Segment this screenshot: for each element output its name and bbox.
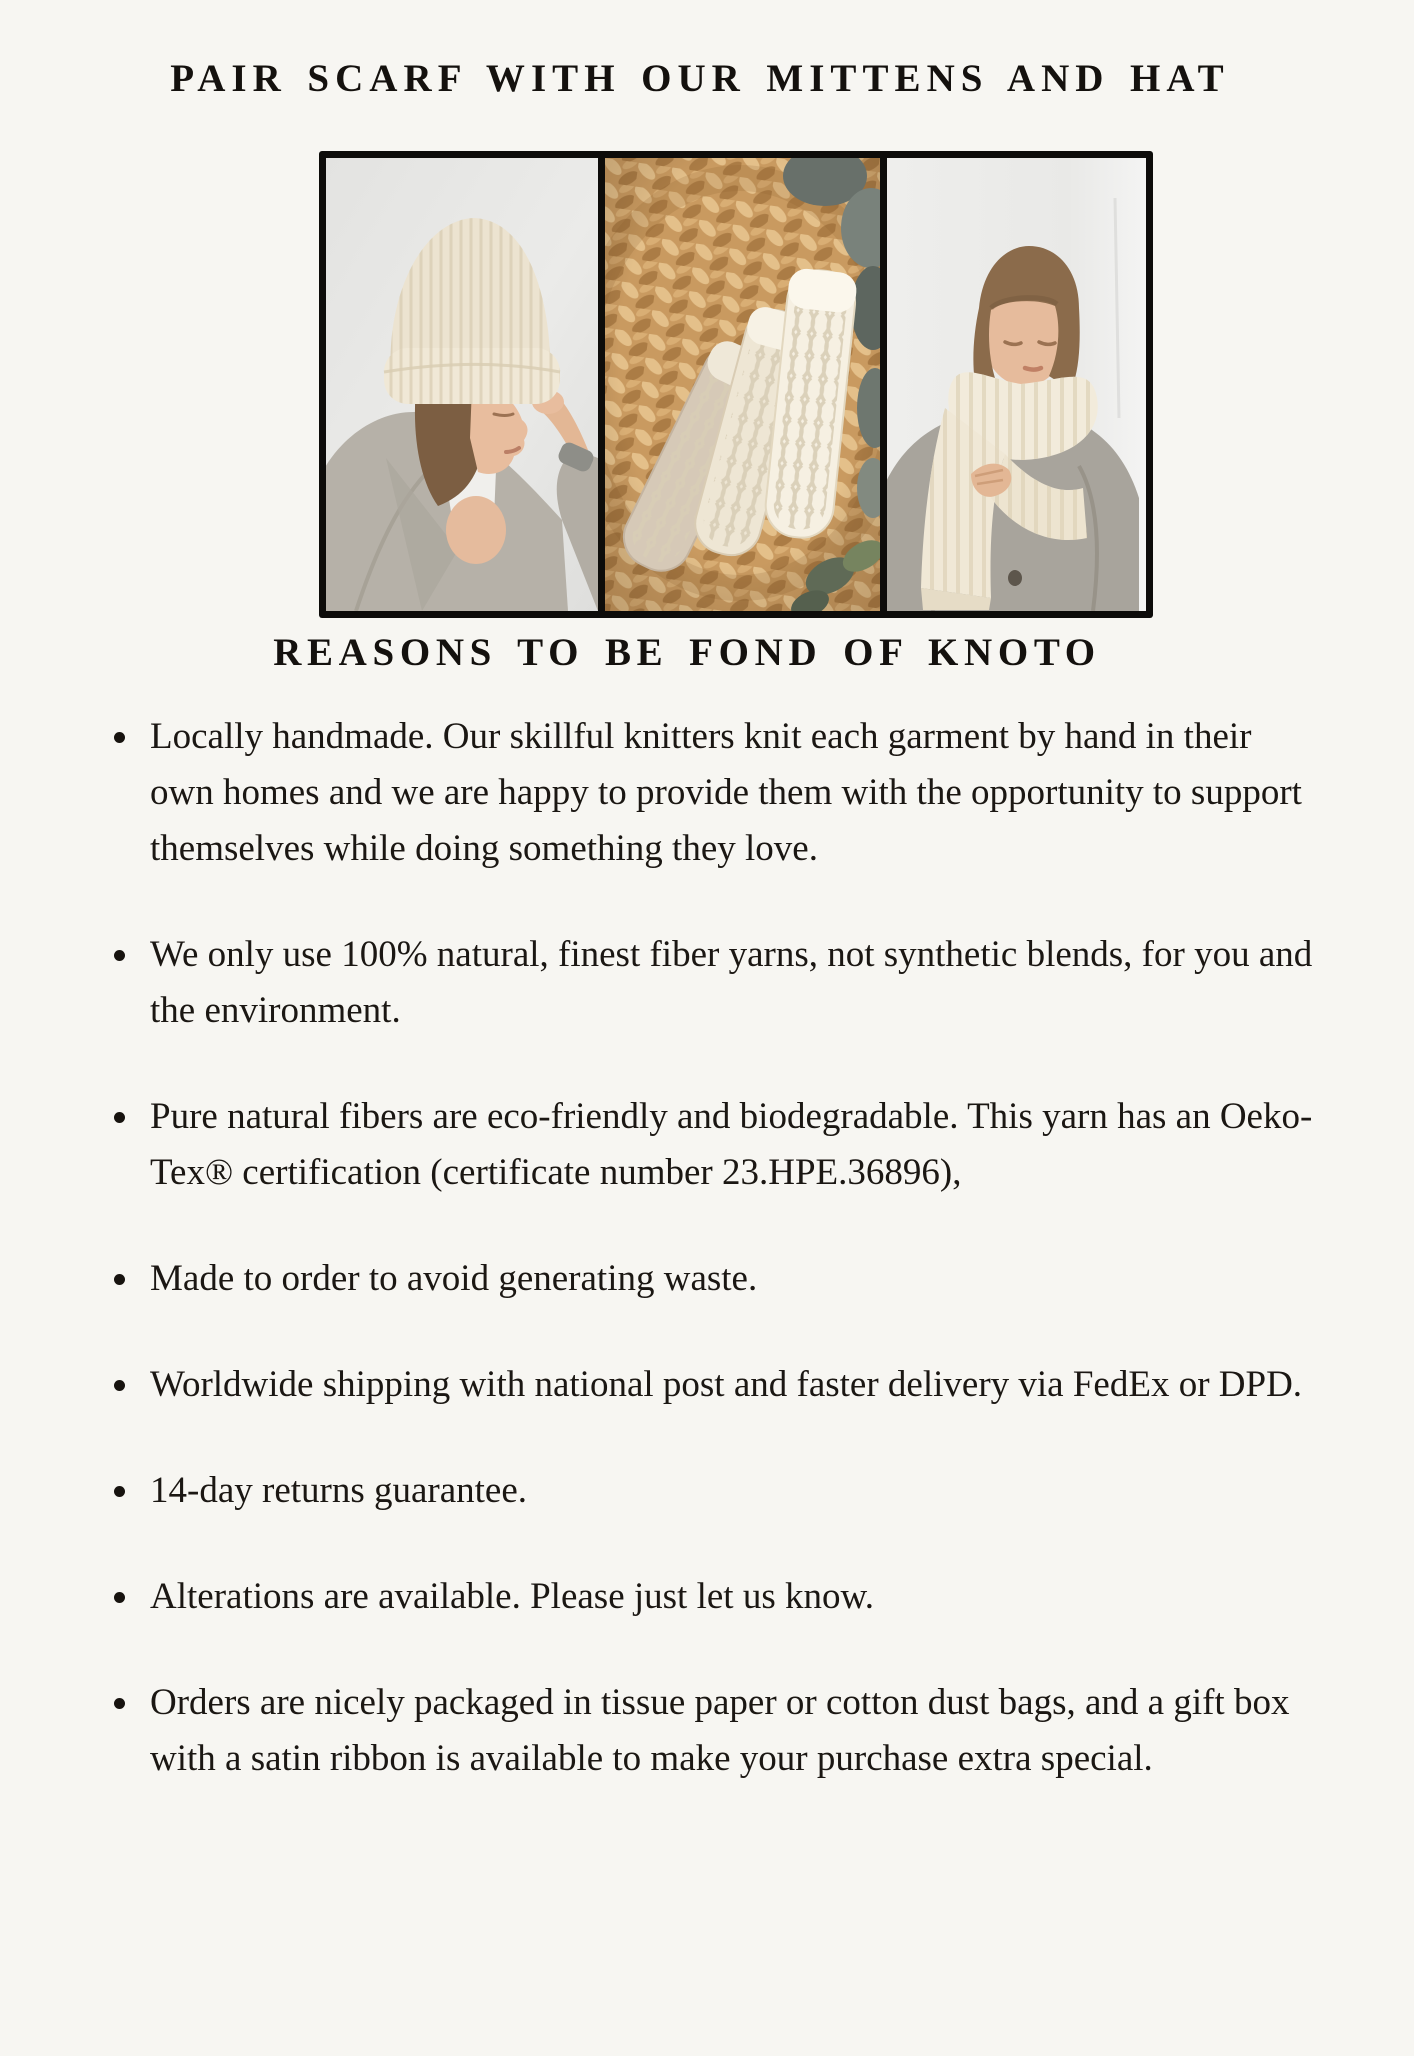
reason-item: Pure natural fibers are eco-friendly and biodegradable. This yarn has an Oeko-Tex® certification (certificate number 23.HPE.36896), bbox=[112, 1089, 1316, 1201]
reason-item: Locally handmade. Our skillful knitters knit each garment by hand in their own homes and we are happy to provide them with the opportunity to support themselves while doing something they love. bbox=[112, 709, 1316, 877]
reason-item: Made to order to avoid generating waste. bbox=[112, 1251, 1316, 1307]
reasons-list bbox=[112, 709, 1316, 1787]
photo-collage bbox=[319, 151, 1153, 618]
reason-item: 14-day returns guarantee. bbox=[112, 1463, 1316, 1519]
photo-woman-in-knit-scarf bbox=[887, 158, 1146, 611]
photo-knit-mittens-on-wicker bbox=[605, 158, 880, 611]
reason-item: Worldwide shipping with national post and faster delivery via FedEx or DPD. bbox=[112, 1357, 1316, 1413]
section-heading: REASONS TO BE FOND OF KNOTO bbox=[273, 631, 1101, 674]
page-title: PAIR SCARF WITH OUR MITTENS AND HAT bbox=[170, 57, 1230, 100]
reason-item: We only use 100% natural, finest fiber yarns, not synthetic blends, for you and the environment. bbox=[112, 927, 1316, 1039]
reason-item: Alterations are available. Please just let us know. bbox=[112, 1569, 1316, 1625]
reason-item: Orders are nicely packaged in tissue paper or cotton dust bags, and a gift box with a satin ribbon is available to make your purchase extra special. bbox=[112, 1675, 1316, 1787]
photo-woman-in-knit-hat bbox=[326, 158, 598, 611]
